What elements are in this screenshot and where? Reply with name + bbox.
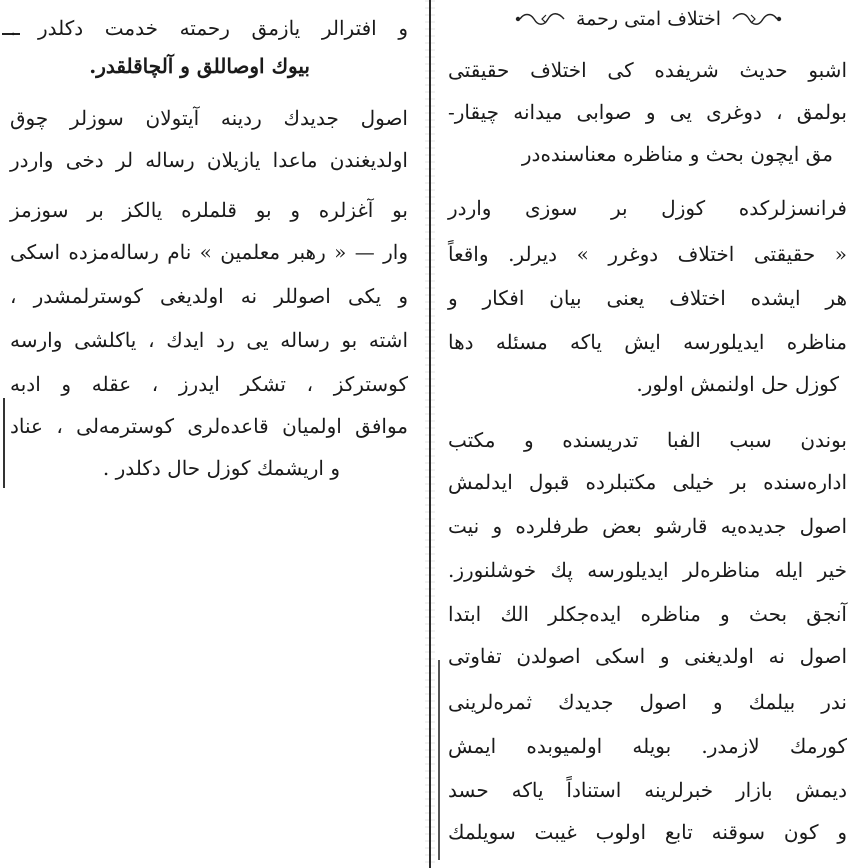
left-line-5: بو آغزلره و بو قلملره یالکز بر سوزمز (10, 198, 408, 222)
left-line-11: و اریشمك کوزل حال دکلدر . (102, 456, 340, 480)
right-line-6: هر ایشده اختلاف یعنی بیان افکار و (448, 286, 847, 310)
left-line-2: بیوك اوصاللق و آلچاقلقدر. (89, 54, 310, 78)
left-line-1: و افترالر یازمق رحمته خدمت دکلدر . (10, 16, 408, 40)
left-line-4: اولدیغندن ماعدا یازیلان رساله لر دخی واردر (10, 148, 408, 172)
right-line-13: آنجق بحث و مناظره ایده‌جکلر الك ابتدا (448, 602, 847, 626)
right-line-18: و کون سوقنه تابع اولوب غیبت سویلمك (448, 820, 847, 844)
right-line-15: ندر بیلمك و اصول جدیدك ثمره‌لرینی (448, 690, 847, 714)
column-divider (429, 0, 431, 868)
ornament-left-icon (514, 11, 566, 27)
left-line-3: اصول جدیدك ردینه آیتولان سوزلر چوق (10, 106, 408, 130)
right-line-5: « حقیقتی اختلاف دوغرر » دیرلر. واقعاً (448, 242, 847, 266)
right-line-4: فرانسزلرکده کوزل بر سوزی واردر (448, 196, 847, 220)
margin-rule-mark (438, 660, 440, 860)
right-line-17: دیمش بازار خبرلرینه استناداً یاکه حسد (448, 778, 847, 802)
right-line-8: کوزل حل اولنمش اولور. (636, 372, 839, 396)
left-line-9: کوسترکز ، تشکر ایدرز ، عقله و ادبه (10, 372, 408, 396)
right-line-1: اشبو حدیث شریفده کی اختلاف حقیقتی (448, 58, 847, 82)
right-line-14: اصول نه اولدیغنی و اسکی اصولدن تفاوتی (448, 644, 847, 668)
article-heading (448, 2, 849, 36)
right-line-10: اداره‌سنده بر خیلی مکتبلرده قبول ایدلمش (448, 470, 847, 494)
left-line-10: موافق اولمیان قاعده‌لری کوسترمه‌لی ، عناد (10, 414, 408, 438)
article-title: اختلاف امتی رحمة (576, 8, 721, 30)
right-line-12: خیر ایله مناظره‌لر ایدیلورسه پك خوشلنورز. (448, 558, 847, 582)
left-line-7: و یکی اصوللر نه اولدیغی کوسترلمشدر ، (10, 284, 408, 308)
right-line-2: بولمق ، دوغری یی و صوابی میدانه چیقار- (448, 100, 847, 124)
right-line-9: بوندن سبب الفبا تدریسنده و مکتب (448, 428, 847, 452)
left-line-6: وار — « رهبر معلمین » نام رساله‌مزده اسکی (10, 240, 408, 264)
right-line-16: کورمك لازمدر. بویله اولمیوبده ایمش (448, 734, 847, 758)
right-line-3: مق ایچون بحث و مناظره معناسنده‌در (521, 142, 833, 166)
ornament-right-icon (731, 11, 783, 27)
right-line-7: مناظره ایدیلورسه ایش یاکه مسئله دها (448, 330, 847, 354)
margin-rule-mark (3, 398, 5, 488)
left-line-8: اشته بو رساله یی رد ایدك ، یاکلشی وارسه (10, 328, 408, 352)
right-line-11: اصول جدیده‌یه قارشو بعض طرفلرده و نیت (448, 514, 847, 538)
